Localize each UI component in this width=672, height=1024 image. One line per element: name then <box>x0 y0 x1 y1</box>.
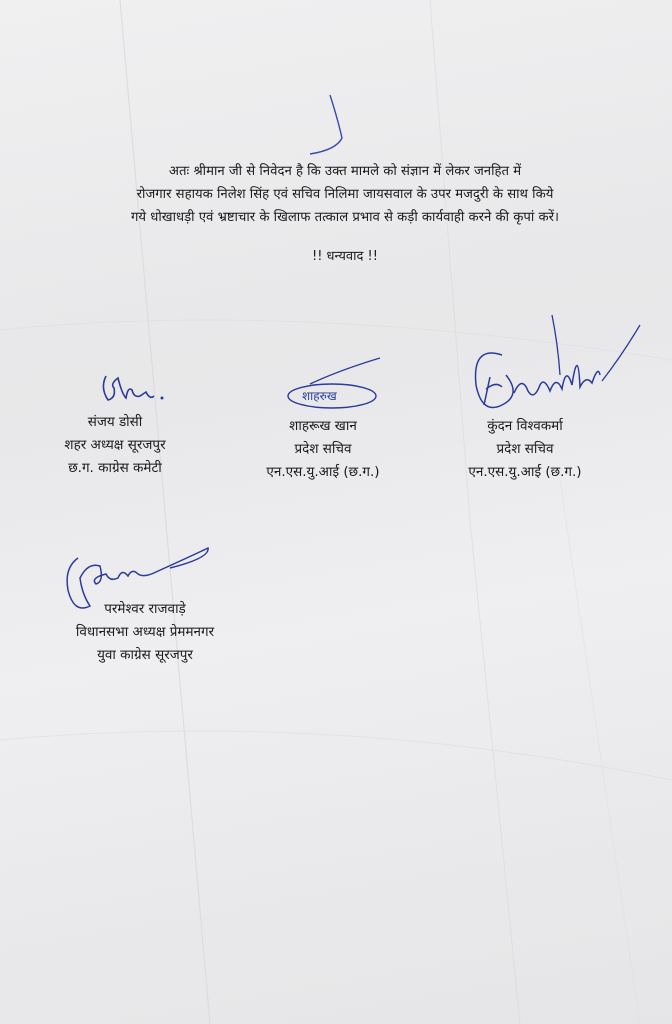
letter-body-line: गये धोखाधड़ी एवं भ्रष्टाचार के खिलाफ तत्काल प्रभाव से कड़ी कार्यवाही करने की कृपां करें। <box>130 210 559 225</box>
signatory-title: शहर अध्यक्ष सूरजपुर <box>64 437 166 453</box>
signatory-org: युवा काग्रेस सूरजपुर <box>97 647 193 663</box>
signatory-name: परमेश्वर राजवाड़े <box>104 601 186 617</box>
signature-1 <box>98 368 178 408</box>
pen-tick-mark <box>300 90 360 160</box>
signatory-title: प्रदेश सचिव <box>496 441 554 457</box>
letter-body-line: रोजगार सहायक निलेश सिंह एवं सचिव निलिमा जायसवाल के उपर मजदुरी के साथ किये <box>136 187 554 202</box>
letter-body-line: अतः श्रीमान जी से निवेदन है कि उक्त मामले को संज्ञान में लेकर जनहित में <box>168 164 522 179</box>
signatory-title: विधानसभा अध्यक्ष प्रेममनगर <box>75 624 215 640</box>
signatory-3 <box>440 415 610 484</box>
stamp-text: शाहरुख <box>302 389 337 403</box>
signatory-4 <box>40 598 250 667</box>
signatory-1 <box>30 411 200 480</box>
signatory-name: शाहरूख खान <box>289 418 357 434</box>
signatory-name: संजय डोसी <box>87 414 143 430</box>
signatory-2 <box>228 415 418 484</box>
closing-thanks: !! धन्यवाद !! <box>312 249 378 264</box>
signature-2 <box>280 350 400 420</box>
signatory-org: छ.ग. काग्रेस कमेटी <box>68 460 162 476</box>
signatory-org: एन.एस.यु.आई (छ.ग.) <box>468 464 582 480</box>
signatory-title: प्रदेश सचिव <box>294 441 352 457</box>
letter-body <box>40 160 650 229</box>
signatory-name: कुंदन विश्वकर्मा <box>487 418 563 434</box>
signature-3 <box>462 305 642 425</box>
signatory-org: एन.एस.यु.आई (छ.ग.) <box>266 464 380 480</box>
